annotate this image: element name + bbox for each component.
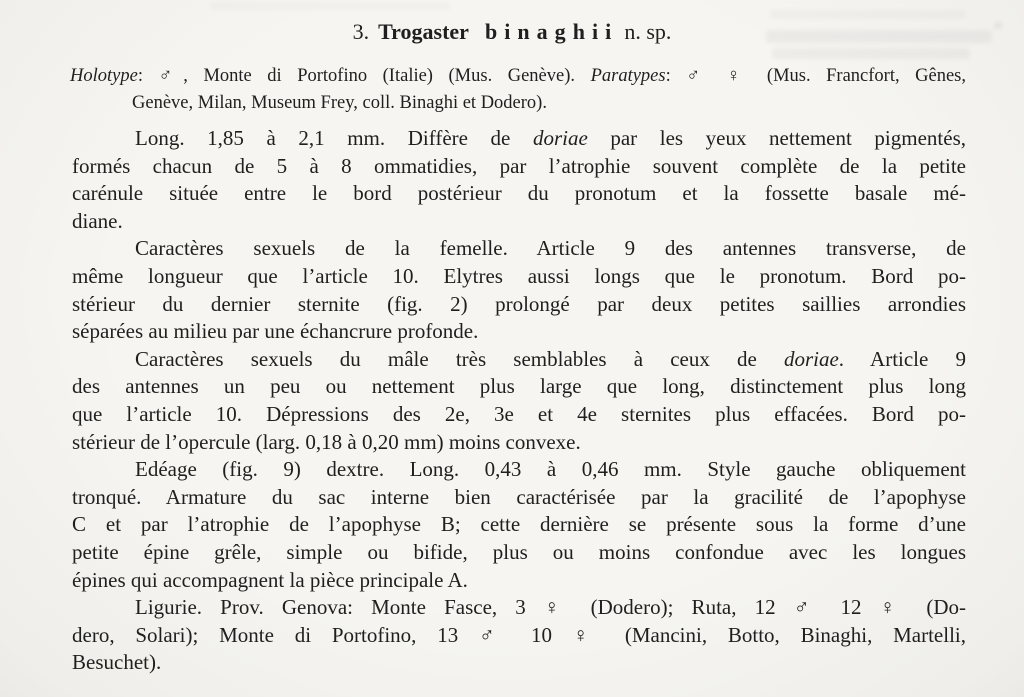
paragraph bbox=[72, 346, 966, 456]
body-text bbox=[72, 125, 966, 677]
text-line bbox=[72, 346, 966, 374]
text-line bbox=[72, 539, 966, 567]
paragraph bbox=[72, 125, 966, 235]
paragraph bbox=[72, 235, 966, 345]
text-line bbox=[72, 456, 966, 484]
species-heading bbox=[0, 0, 1024, 45]
text-segment: petite épine grêle, simple ou bifide, plus ou moins confondue avec les longues bbox=[72, 539, 966, 564]
text-segment: des antennes un peu ou nettement plus large que long, distinctement plus long bbox=[72, 374, 966, 399]
text-segment: stérieur de l’opercule (larg. 0,18 à 0,20 mm) moins convexe. bbox=[72, 429, 581, 454]
text-segment: Ligurie. Prov. Genova: Monte Fasce, 3 ♀ (Dodero); Ruta, 12 ♂ 12 ♀ (Do- bbox=[135, 595, 966, 620]
text-line bbox=[70, 90, 966, 117]
text-line bbox=[72, 373, 966, 401]
text-segment: tronqué. Armature du sac interne bien caractérisée par la gracilité de l’apophyse bbox=[72, 484, 966, 509]
text-segment: Long. 1,85 à 2,1 mm. Diffère de bbox=[135, 126, 533, 150]
text-segment: Edéage (fig. 9) dextre. Long. 0,43 à 0,46 mm. Style gauche obliquement bbox=[135, 457, 966, 482]
text-line bbox=[72, 263, 966, 291]
text-segment: diane. bbox=[72, 208, 123, 233]
text-line bbox=[72, 208, 966, 236]
text-line bbox=[72, 125, 966, 153]
text-line bbox=[72, 180, 966, 208]
text-segment: C et par l’atrophie de l’apophyse B; cette dernière se présente sous la forme d’une bbox=[72, 512, 966, 537]
text-line bbox=[72, 318, 966, 346]
text-segment: carénule située entre le bord postérieur du pronotum et la fossette basale mé- bbox=[72, 181, 966, 206]
text-segment: que l’article 10. Dépressions des 2e, 3e et 4e sternites plus effacées. Bord po- bbox=[72, 401, 966, 426]
italic-term: Paratypes bbox=[590, 66, 666, 86]
species-number: 3. bbox=[352, 19, 370, 44]
text-segment: stérieur du dernier sternite (fig. 2) prolongé par deux petites saillies arrondies bbox=[72, 291, 966, 316]
text-line bbox=[72, 429, 966, 457]
paragraph bbox=[72, 456, 966, 594]
text-line bbox=[72, 291, 966, 319]
type-note bbox=[70, 63, 966, 117]
text-segment: Caractères sexuels du mâle très semblables à ceux de bbox=[135, 346, 784, 371]
text-segment: Genève, Milan, Museum Frey, coll. Binaghi et Dodero). bbox=[132, 93, 547, 113]
text-line bbox=[72, 649, 966, 677]
italic-term: doriae bbox=[783, 346, 839, 371]
text-segment: Caractères sexuels de la femelle. Article 9 des antennes transverse, de bbox=[135, 236, 966, 261]
text-segment: par les yeux nettement pigmentés, bbox=[587, 126, 966, 150]
text-line bbox=[70, 63, 966, 90]
text-segment: séparées au milieu par une échancrure profonde. bbox=[72, 319, 479, 344]
text-line bbox=[72, 567, 966, 595]
italic-term: doriae bbox=[532, 126, 588, 150]
text-segment: épines qui accompagnent la pièce principale A. bbox=[72, 567, 468, 592]
text-line bbox=[72, 594, 966, 622]
text-segment: formés chacun de 5 à 8 ommatidies, par l’atrophie souvent complète de la petite bbox=[72, 153, 966, 178]
species-name: binaghii bbox=[484, 19, 619, 44]
new-species-abbreviation: n. sp. bbox=[624, 19, 672, 44]
text-segment: : ♂, Monte di Portofino (Italie) (Mus. Genève). bbox=[137, 66, 591, 86]
text-line bbox=[72, 235, 966, 263]
text-segment: Besuchet). bbox=[72, 650, 162, 675]
text-line bbox=[72, 511, 966, 539]
text-line bbox=[72, 622, 966, 650]
text-segment: . Article 9 bbox=[838, 346, 966, 371]
text-line bbox=[72, 153, 966, 181]
text-line bbox=[72, 484, 966, 512]
genus-name: Trogaster bbox=[378, 19, 469, 44]
paragraph bbox=[72, 594, 966, 677]
text-segment: même longueur que l’article 10. Elytres aussi longs que le pronotum. Bord po- bbox=[72, 263, 966, 288]
text-line bbox=[72, 401, 966, 429]
italic-term: Holotype bbox=[70, 66, 138, 86]
text-segment: : ♂ ♀ (Mus. Francfort, Gênes, bbox=[665, 66, 966, 86]
text-segment: dero, Solari); Monte di Portofino, 13 ♂ 10 ♀ (Mancini, Botto, Binaghi, Martelli, bbox=[72, 622, 966, 647]
